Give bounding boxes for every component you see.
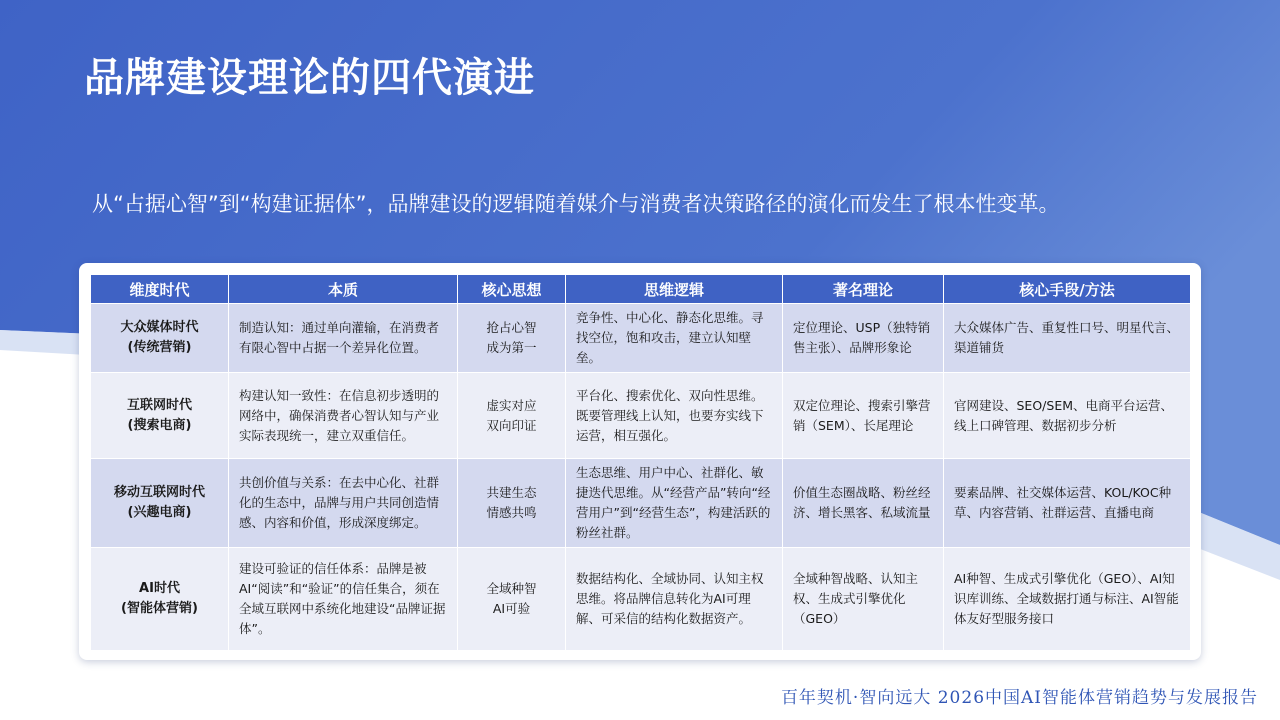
era-name: 移动互联网时代 bbox=[113, 485, 205, 500]
table-row bbox=[91, 304, 1191, 373]
page-title: 品牌建设理论的四代演进 bbox=[84, 55, 535, 101]
theory-cell: 全域种智战略、认知主权、生成式引擎优化（GEO） bbox=[783, 548, 944, 651]
era-cell bbox=[91, 548, 229, 651]
logic-cell: 平台化、搜索优化、双向性思维。既要管理线上认知，也要夯实线下运营，相互强化。 bbox=[566, 373, 783, 459]
core-idea-cell bbox=[458, 459, 566, 548]
column-header-logic: 思维逻辑 bbox=[566, 275, 783, 304]
column-header-theory: 著名理论 bbox=[783, 275, 944, 304]
table-row bbox=[91, 459, 1191, 548]
era-name: AI时代 bbox=[139, 581, 180, 596]
table-card bbox=[79, 263, 1201, 660]
era-name: 大众媒体时代 bbox=[120, 320, 199, 335]
era-subtitle: (智能体营销) bbox=[121, 601, 198, 616]
core-idea-line: 共建生态 bbox=[486, 485, 537, 500]
methods-cell: 大众媒体广告、重复性口号、明星代言、渠道铺货 bbox=[944, 304, 1191, 373]
core-idea-line: 抢占心智 bbox=[486, 320, 537, 335]
table-row bbox=[91, 548, 1191, 651]
column-header-era: 维度时代 bbox=[91, 275, 229, 304]
column-header-core-idea: 核心思想 bbox=[458, 275, 566, 304]
era-cell bbox=[91, 459, 229, 548]
theory-cell: 双定位理论、搜索引擎营销（SEM）、长尾理论 bbox=[783, 373, 944, 459]
table-header-row bbox=[91, 275, 1191, 304]
core-idea-line: 全域种智 bbox=[486, 581, 537, 596]
page-subtitle: 从“占据心智”到“构建证据体”，品牌建设的逻辑随着媒介与消费者决策路径的演化而发生了根本性变革。 bbox=[92, 192, 1060, 216]
core-idea-line: 双向印证 bbox=[486, 417, 537, 433]
essence-cell: 共创价值与关系：在去中心化、社群化的生态中，品牌与用户共同创造情感、内容和价值，形成深度绑定。 bbox=[229, 459, 458, 548]
core-idea-cell bbox=[458, 304, 566, 373]
era-cell bbox=[91, 373, 229, 459]
core-idea-line: AI可验 bbox=[492, 601, 531, 616]
theory-cell: 价值生态圈战略、粉丝经济、增长黑客、私域流量 bbox=[783, 459, 944, 548]
essence-cell: 构建认知一致性：在信息初步透明的网络中，确保消费者心智认知与产业实际表现统一，建立双重信任。 bbox=[229, 373, 458, 459]
column-header-methods: 核心手段/方法 bbox=[944, 275, 1191, 304]
era-name: 互联网时代 bbox=[126, 397, 192, 413]
core-idea-cell bbox=[458, 373, 566, 459]
era-subtitle: (搜索电商) bbox=[127, 417, 192, 433]
era-subtitle: (兴趣电商) bbox=[127, 505, 192, 520]
core-idea-line: 成为第一 bbox=[486, 340, 537, 355]
essence-cell: 建设可验证的信任体系：品牌是被AI“阅读”和“验证”的信任集合，须在全域互联网中系统化地建设“品牌证据体”。 bbox=[229, 548, 458, 651]
theory-cell: 定位理论、USP（独特销售主张）、品牌形象论 bbox=[783, 304, 944, 373]
report-footer: 百年契机·智向远大 2026中国AI智能体营销趋势与发展报告 bbox=[780, 688, 1258, 708]
column-header-essence: 本质 bbox=[229, 275, 458, 304]
logic-cell: 生态思维、用户中心、社群化、敏捷迭代思维。从“经营产品”转向“经营用户”到“经营生态”，构建活跃的粉丝社群。 bbox=[566, 459, 783, 548]
methods-cell: AI种智、生成式引擎优化（GEO）、AI知识库训练、全域数据打通与标注、AI智能体友好型服务接口 bbox=[944, 548, 1191, 651]
core-idea-cell bbox=[458, 548, 566, 651]
core-idea-line: 情感共鸣 bbox=[486, 505, 537, 520]
methods-cell: 要素品牌、社交媒体运营、KOL/KOC种草、内容营销、社群运营、直播电商 bbox=[944, 459, 1191, 548]
logic-cell: 数据结构化、全域协同、认知主权思维。将品牌信息转化为AI可理解、可采信的结构化数据资产。 bbox=[566, 548, 783, 651]
essence-cell: 制造认知：通过单向灌输，在消费者有限心智中占据一个差异化位置。 bbox=[229, 304, 458, 373]
era-cell bbox=[91, 304, 229, 373]
evolution-table bbox=[90, 274, 1191, 651]
methods-cell: 官网建设、SEO/SEM、电商平台运营、线上口碑管理、数据初步分析 bbox=[944, 373, 1191, 459]
logic-cell: 竞争性、中心化、静态化思维。寻找空位，饱和攻击，建立认知壁垒。 bbox=[566, 304, 783, 373]
table-row bbox=[91, 373, 1191, 459]
era-subtitle: (传统营销) bbox=[127, 340, 192, 355]
core-idea-line: 虚实对应 bbox=[486, 397, 537, 413]
